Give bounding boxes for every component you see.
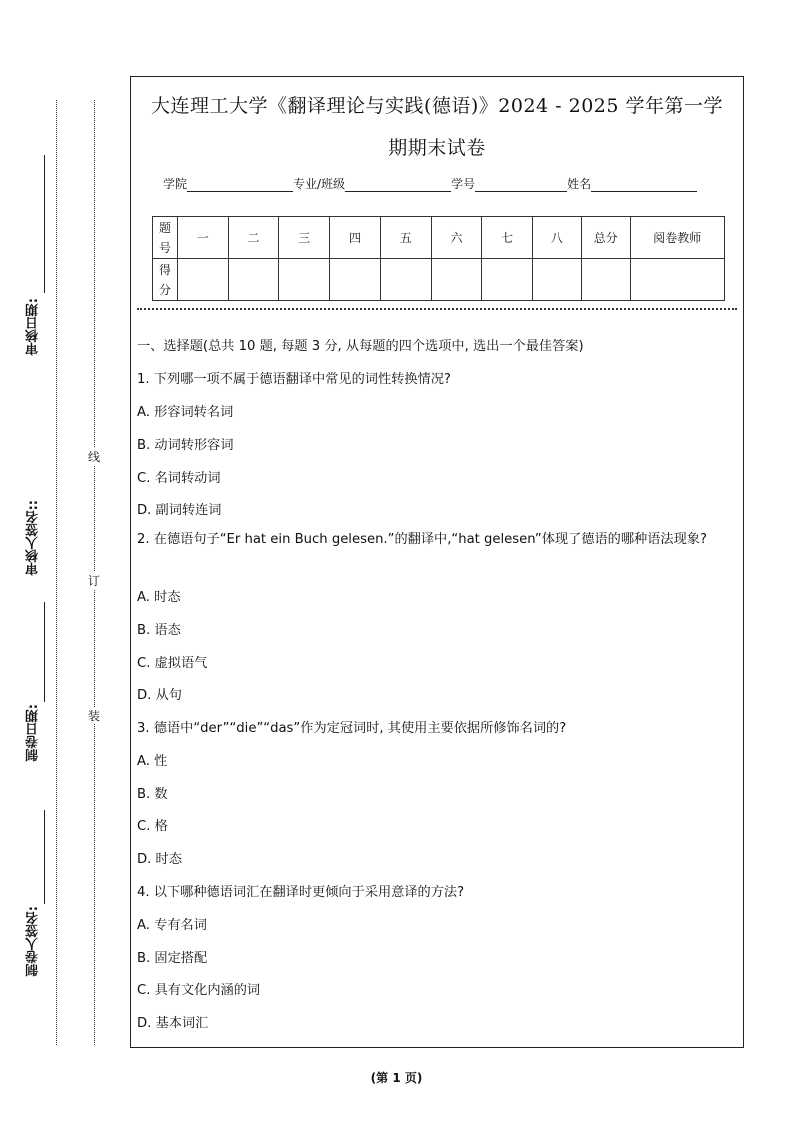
reviewer-date-rule xyxy=(44,155,45,293)
score-row-label: 得分 xyxy=(153,259,178,301)
question-3-option-a[interactable]: A. 性 xyxy=(137,754,168,769)
question-1-option-a[interactable]: A. 形容词转名词 xyxy=(137,405,234,420)
question-1-option-c[interactable]: C. 名词转动词 xyxy=(137,471,221,486)
page-number: (第 1 页) xyxy=(370,1071,423,1085)
question-4-option-c[interactable]: C. 具有文化内涵的词 xyxy=(137,983,261,998)
question-4-option-d[interactable]: D. 基本词汇 xyxy=(137,1016,209,1031)
score-table-header-first: 题号 xyxy=(153,217,178,259)
question-1-option-d[interactable]: D. 副词转连词 xyxy=(137,503,222,518)
maker-date-label: 制卷日期: xyxy=(26,704,41,762)
question-2-option-d[interactable]: D. 从句 xyxy=(137,688,182,703)
score-col-2: 二 xyxy=(228,217,279,259)
college-label: 学院 xyxy=(163,177,188,191)
score-col-total: 总分 xyxy=(581,217,630,259)
score-cell[interactable] xyxy=(330,259,381,301)
score-col-grader: 阅卷教师 xyxy=(630,217,724,259)
reviewer-date-label: 审核日期: xyxy=(26,298,41,356)
exam-title-line2: 期期末试卷 xyxy=(388,137,486,159)
section-heading: 一、选择题(总共 10 题, 每题 3 分, 从每题的四个选项中, 选出一个最佳答案) xyxy=(137,339,584,354)
maker-sign-label: 制卷人签名: xyxy=(26,906,41,977)
question-4-option-b[interactable]: B. 固定搭配 xyxy=(137,951,208,966)
major-class-field[interactable] xyxy=(345,179,451,192)
maker-sign-rule xyxy=(44,810,45,904)
score-cell[interactable] xyxy=(177,259,228,301)
score-col-7: 七 xyxy=(482,217,533,259)
question-3-stem: 3. 德语中“der”“die”“das”作为定冠词时, 其使用主要依据所修饰名词的? xyxy=(137,721,567,736)
cut-char-line: 线 xyxy=(87,450,100,464)
name-field[interactable] xyxy=(591,179,697,192)
score-cell[interactable] xyxy=(431,259,482,301)
score-table xyxy=(152,216,725,301)
exam-title-line1: 大连理工大学《翻译理论与实践(德语)》2024 - 2025 学年第一学 xyxy=(150,95,724,117)
question-2-option-a[interactable]: A. 时态 xyxy=(137,590,181,605)
binding-dotted-line-outer xyxy=(56,100,57,1045)
score-col-5: 五 xyxy=(380,217,431,259)
score-col-8: 八 xyxy=(533,217,582,259)
question-1-option-b[interactable]: B. 动词转形容词 xyxy=(137,438,234,453)
major-class-label: 专业/班级 xyxy=(293,177,346,191)
question-4-option-a[interactable]: A. 专有名词 xyxy=(137,918,207,933)
question-2-option-c[interactable]: C. 虚拟语气 xyxy=(137,656,208,671)
score-table-header-row xyxy=(153,217,725,259)
section-dotted-separator xyxy=(137,308,737,310)
score-cell[interactable] xyxy=(279,259,330,301)
name-label: 姓名 xyxy=(567,177,592,191)
score-col-3: 三 xyxy=(279,217,330,259)
score-cell[interactable] xyxy=(228,259,279,301)
student-id-field[interactable] xyxy=(475,179,567,192)
score-table-value-row xyxy=(153,259,725,301)
score-cell[interactable] xyxy=(630,259,724,301)
score-cell[interactable] xyxy=(482,259,533,301)
cut-char-staple: 订 xyxy=(87,574,100,588)
question-1-stem: 1. 下列哪一项不属于德语翻译中常见的词性转换情况? xyxy=(137,372,451,387)
question-4-stem: 4. 以下哪种德语词汇在翻译时更倾向于采用意译的方法? xyxy=(137,885,465,900)
college-field[interactable] xyxy=(187,179,293,192)
exam-frame xyxy=(130,76,744,1048)
question-3-option-c[interactable]: C. 格 xyxy=(137,819,168,834)
question-2-stem: 2. 在德语句子“Er hat ein Buch gelesen.”的翻译中,“hat gelesen”体现了德语的哪种语法现象? xyxy=(137,532,707,547)
student-info-row xyxy=(163,175,697,192)
score-col-4: 四 xyxy=(330,217,381,259)
student-id-label: 学号 xyxy=(451,177,476,191)
score-cell[interactable] xyxy=(380,259,431,301)
reviewer-sign-label: 审核人签名:: xyxy=(26,500,41,576)
question-3-option-b[interactable]: B. 数 xyxy=(137,787,168,802)
score-col-6: 六 xyxy=(431,217,482,259)
maker-date-rule xyxy=(44,602,45,702)
score-cell[interactable] xyxy=(581,259,630,301)
cut-char-bind: 装 xyxy=(87,709,100,723)
question-2-option-b[interactable]: B. 语态 xyxy=(137,623,181,638)
score-cell[interactable] xyxy=(533,259,582,301)
score-col-1: 一 xyxy=(177,217,228,259)
question-3-option-d[interactable]: D. 时态 xyxy=(137,852,182,867)
